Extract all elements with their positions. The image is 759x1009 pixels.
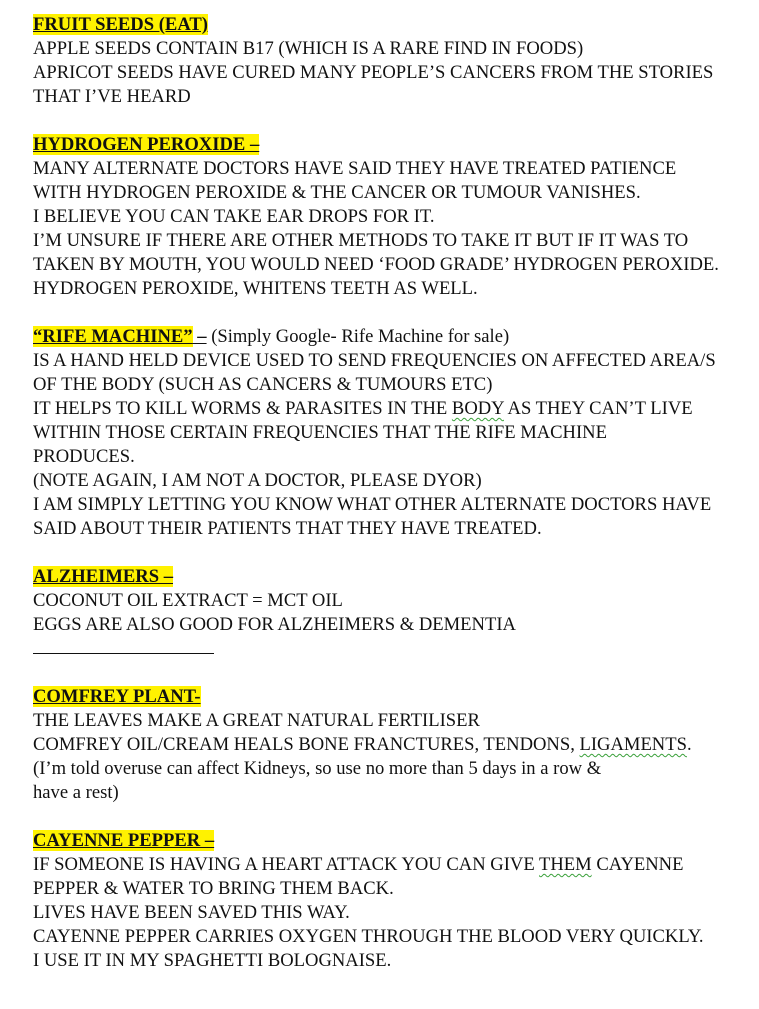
text-fragment: . <box>686 734 692 755</box>
spellcheck-marked-word[interactable]: LIGAMENTS <box>579 734 687 755</box>
text-line: CAYENNE PEPPER CARRIES OXYGEN THROUGH THE BLOOD VERY QUICKLY. <box>33 926 704 947</box>
paragraph-gap <box>33 661 743 685</box>
text-line: WITHIN THOSE CERTAIN FREQUENCIES THAT THE RIFE MACHINE <box>33 422 607 443</box>
section-heading-alzheimers <box>33 565 743 589</box>
spellcheck-marked-word[interactable]: BODY <box>451 398 504 419</box>
text-line: APPLE SEEDS CONTAIN B17 (WHICH IS A RARE FIND IN FOODS) <box>33 38 584 59</box>
horizontal-rule-line <box>33 637 743 661</box>
text-line: I USE IT IN MY SPAGHETTI BOLOGNAISE. <box>33 950 392 971</box>
text-line <box>33 397 743 421</box>
text-fragment: COMFREY OIL/CREAM HEALS BONE FRANCTURES, TENDONS, <box>33 734 580 755</box>
text-fragment: IT HELPS TO KILL WORMS & PARASITES IN THE <box>33 398 452 419</box>
text-line: I AM SIMPLY LETTING YOU KNOW WHAT OTHER ALTERNATE DOCTORS HAVE <box>33 494 712 515</box>
text-line <box>33 853 743 877</box>
paragraph-gap <box>33 541 743 565</box>
text-line: MANY ALTERNATE DOCTORS HAVE SAID THEY HAVE TREATED PATIENCE <box>33 158 677 179</box>
section-heading-hydrogen-peroxide <box>33 133 743 157</box>
heading-rife-machine: “RIFE MACHINE” <box>33 326 193 347</box>
heading-comfrey: COMFREY PLANT- <box>33 686 201 707</box>
section-heading-cayenne <box>33 829 743 853</box>
text-line: THE LEAVES MAKE A GREAT NATURAL FERTILISER <box>33 710 480 731</box>
text-line: COCONUT OIL EXTRACT = MCT OIL <box>33 590 343 611</box>
text-line: have a rest) <box>33 782 119 803</box>
text-line: PRODUCES. <box>33 446 135 467</box>
paragraph-gap <box>33 109 743 133</box>
text-line: LIVES HAVE BEEN SAVED THIS WAY. <box>33 902 350 923</box>
text-line: I’M UNSURE IF THERE ARE OTHER METHODS TO TAKE IT BUT IF IT WAS TO <box>33 230 689 251</box>
text-line: IS A HAND HELD DEVICE USED TO SEND FREQUENCIES ON AFFECTED AREA/S <box>33 350 716 371</box>
heading-alzheimers: ALZHEIMERS – <box>33 566 173 587</box>
paragraph-gap <box>33 301 743 325</box>
text-line: HYDROGEN PEROXIDE, WHITENS TEETH AS WELL. <box>33 278 478 299</box>
text-fragment: IF SOMEONE IS HAVING A HEART ATTACK YOU CAN GIVE <box>33 854 539 875</box>
heading-fruit-seeds: FRUIT SEEDS (EAT) <box>33 14 208 35</box>
spellcheck-marked-word[interactable]: THEM <box>539 854 592 875</box>
section-heading-rife-machine <box>33 325 743 349</box>
text-line: (NOTE AGAIN, I AM NOT A DOCTOR, PLEASE DYOR) <box>33 470 482 491</box>
paragraph-gap <box>33 805 743 829</box>
section-heading-comfrey <box>33 685 743 709</box>
text-line: EGGS ARE ALSO GOOD FOR ALZHEIMERS & DEMENTIA <box>33 614 516 635</box>
text-line: PEPPER & WATER TO BRING THEM BACK. <box>33 878 394 899</box>
heading-dash: – <box>192 326 207 347</box>
text-line: OF THE BODY (SUCH AS CANCERS & TUMOURS ETC) <box>33 374 493 395</box>
rife-machine-note: (Simply Google- Rife Machine for sale) <box>206 326 510 347</box>
text-line: TAKEN BY MOUTH, YOU WOULD NEED ‘FOOD GRADE’ HYDROGEN PEROXIDE. <box>33 254 719 275</box>
text-line: WITH HYDROGEN PEROXIDE & THE CANCER OR TUMOUR VANISHES. <box>33 182 641 203</box>
text-line: I BELIEVE YOU CAN TAKE EAR DROPS FOR IT. <box>33 206 435 227</box>
text-fragment: AS THEY CAN’T LIVE <box>503 398 693 419</box>
text-line: (I’m told overuse can affect Kidneys, so use no more than 5 days in a row & <box>33 758 602 779</box>
heading-hydrogen-peroxide: HYDROGEN PEROXIDE – <box>33 134 260 155</box>
heading-cayenne: CAYENNE PEPPER – <box>33 830 215 851</box>
text-line: SAID ABOUT THEIR PATIENTS THAT THEY HAVE TREATED. <box>33 518 542 539</box>
document-page <box>33 13 743 973</box>
section-heading-fruit-seeds <box>33 13 743 37</box>
text-line <box>33 733 743 757</box>
text-line: APRICOT SEEDS HAVE CURED MANY PEOPLE’S CANCERS FROM THE STORIES <box>33 62 714 83</box>
text-fragment: CAYENNE <box>591 854 684 875</box>
horizontal-rule <box>33 639 214 654</box>
text-line: THAT I’VE HEARD <box>33 86 191 107</box>
